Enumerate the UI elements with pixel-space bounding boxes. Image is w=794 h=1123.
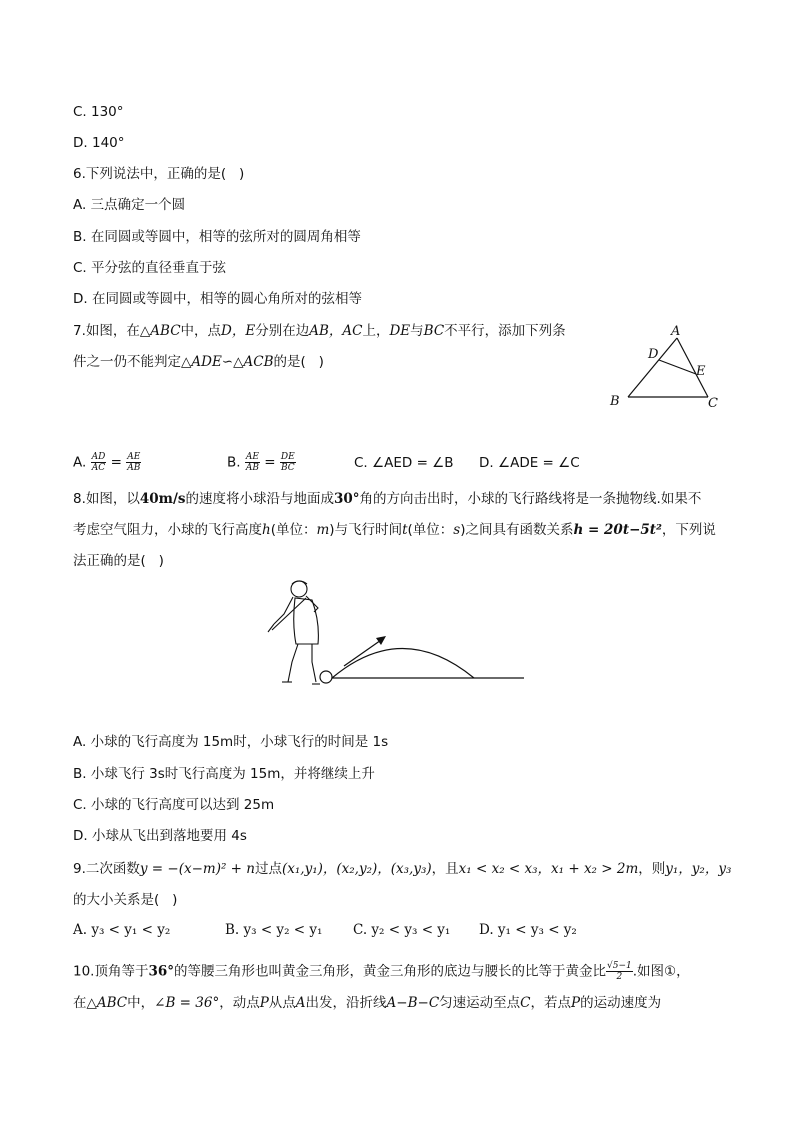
- text: 的速度将小球沿与地面成: [185, 491, 334, 507]
- golden-ratio-fraction: [606, 961, 633, 982]
- q9-stem-line1: [73, 860, 731, 878]
- q9-option-c: [353, 922, 450, 938]
- option-text: A. y₃ < y₁ < y₂: [73, 922, 171, 938]
- q8-option-d: D. 小球从飞出到落地要用 4s: [73, 828, 247, 844]
- fraction: [245, 452, 260, 473]
- math: 40m/s: [139, 491, 186, 507]
- fraction: [91, 452, 107, 473]
- q8-option-c: C. 小球的飞行高度可以达到 25m: [73, 797, 275, 813]
- option-label: A.: [73, 454, 87, 471]
- option-text: B. y₃ < y₂ < y₁: [225, 922, 323, 938]
- text: 分别在边: [255, 323, 310, 339]
- q8-stem-line1: [73, 490, 701, 508]
- numerator: AD: [91, 452, 106, 462]
- q10-stem-line2: [73, 994, 661, 1012]
- text: 中，点: [180, 323, 222, 339]
- trajectory-arc: [332, 649, 474, 679]
- text: 考虑空气阻力，小球的飞行高度: [73, 522, 262, 538]
- text: 9.二次函数: [73, 861, 140, 877]
- math: h: [262, 522, 271, 538]
- denominator: AB: [245, 463, 259, 473]
- text: (单位：: [270, 522, 317, 538]
- text: 中，: [127, 995, 155, 1011]
- ball: [320, 671, 332, 683]
- q7-option-b: [227, 452, 296, 473]
- q10-stem-line1: [73, 961, 690, 982]
- math: (x₁,y₁)，(x₂,y₂)，(x₃,y₃): [281, 861, 432, 877]
- text: .如图①，: [632, 963, 690, 980]
- math: A: [295, 995, 306, 1011]
- math: 30°: [334, 491, 360, 507]
- q6-option-c: C. 平分弦的直径垂直于弦: [73, 260, 227, 276]
- math: y₁，y₂，y₃: [665, 861, 732, 877]
- numerator: √5−1: [607, 961, 632, 971]
- text: 过点: [254, 861, 282, 877]
- text: 8.如图，以: [73, 491, 140, 507]
- arrow-head: [376, 636, 386, 645]
- denominator: 2: [616, 972, 623, 982]
- q5-option-c: C. 130°: [73, 104, 124, 120]
- math: 36°: [148, 963, 175, 980]
- math: ∠B = 36°: [154, 995, 220, 1011]
- q9-option-a: [73, 922, 170, 938]
- fraction: [280, 452, 296, 473]
- math: DE: [389, 323, 411, 339]
- q7-stem-line2: [73, 353, 324, 371]
- q9-stem-line2: 的大小关系是( ): [73, 892, 178, 908]
- label-e: E: [696, 364, 706, 379]
- segment-de: [659, 360, 696, 374]
- text: )与飞行时间: [329, 522, 403, 538]
- fraction: [126, 452, 141, 473]
- math: h = 20t−5t²: [573, 522, 662, 538]
- text: 出发，沿折线: [305, 995, 387, 1011]
- label-a: A: [671, 324, 681, 339]
- math: t: [402, 522, 408, 538]
- denominator: AC: [91, 463, 106, 473]
- denominator: AB: [127, 463, 141, 473]
- text: (单位：: [407, 522, 454, 538]
- q8-stem-line3: 法正确的是( ): [73, 553, 164, 569]
- text: 的等腰三角形也叫黄金三角形，黄金三角形的底边与腰长的比等于黄金比: [174, 963, 607, 980]
- label-d: D: [648, 347, 659, 362]
- math: P: [571, 995, 581, 1011]
- math: △ABC: [86, 995, 128, 1011]
- math: AB，AC: [309, 323, 363, 339]
- math: C: [520, 995, 531, 1011]
- text: 的是( ): [273, 354, 324, 370]
- math: △ADE∽△ACB: [181, 354, 274, 370]
- text: 件之一仍不能判定: [73, 354, 181, 370]
- equals: =: [264, 454, 276, 471]
- q9-option-b: [225, 922, 322, 938]
- q9-option-d: [479, 922, 577, 938]
- q7-option-d: D. ∠ADE = ∠C: [479, 455, 580, 471]
- text: 不平行，添加下列条: [444, 323, 566, 339]
- text: 角的方向击出时，小球的飞行路线将是一条抛物线.如果不: [359, 491, 702, 507]
- q6-option-b: B. 在同圆或等圆中，相等的弦所对的圆周角相等: [73, 229, 361, 245]
- text: 的运动速度为: [580, 995, 662, 1011]
- q5-option-d: D. 140°: [73, 135, 125, 151]
- text: )之间具有函数关系: [460, 522, 574, 538]
- math: BC: [423, 323, 445, 339]
- golfer-icon: [268, 581, 320, 684]
- text: 在: [73, 995, 87, 1011]
- math: y = −(x−m)² + n: [139, 861, 255, 877]
- golf-figure: [262, 574, 528, 700]
- q6-stem: 6.下列说法中，正确的是( ): [73, 166, 245, 182]
- math: P: [259, 995, 269, 1011]
- option-text: C. y₂ < y₃ < y₁: [353, 922, 451, 938]
- equals: =: [110, 454, 122, 471]
- text: 上，: [362, 323, 390, 339]
- text: ，若点: [530, 995, 572, 1011]
- q8-stem-line2: [73, 521, 716, 539]
- math: △ABC: [139, 323, 181, 339]
- q8-option-b: B. 小球飞行 3s时飞行高度为 15m，并将继续上升: [73, 766, 375, 782]
- option-label: B.: [227, 454, 241, 471]
- text: 10.顶角等于: [73, 963, 149, 980]
- numerator: DE: [280, 452, 295, 462]
- math: D，E: [221, 323, 256, 339]
- text: 7.如图，在: [73, 323, 140, 339]
- q6-option-a: A. 三点确定一个圆: [73, 197, 186, 213]
- text: 从点: [268, 995, 296, 1011]
- text: 与: [410, 323, 424, 339]
- text: ，动点: [219, 995, 260, 1011]
- label-b: B: [610, 394, 620, 409]
- math: x₁ < x₂ < x₃，x₁ + x₂ > 2m: [458, 861, 639, 877]
- math: m: [316, 522, 330, 538]
- text: 匀速运动至点: [439, 995, 521, 1011]
- option-text: D. y₁ < y₃ < y₂: [479, 922, 577, 938]
- label-c: C: [708, 396, 718, 411]
- q7-stem-line1: [73, 322, 566, 340]
- numerator: AE: [245, 452, 259, 462]
- numerator: AE: [127, 452, 141, 462]
- math: s: [453, 522, 461, 538]
- text: ，则: [638, 861, 666, 877]
- q7-option-a: [73, 452, 141, 473]
- q7-option-c: C. ∠AED = ∠B: [354, 455, 454, 471]
- q8-option-a: A. 小球的飞行高度为 15m时，小球飞行的时间是 1s: [73, 734, 389, 750]
- denominator: BC: [280, 463, 295, 473]
- q6-option-d: D. 在同圆或等圆中，相等的圆心角所对的弦相等: [73, 291, 362, 307]
- text: ，且: [431, 861, 459, 877]
- text: ，下列说: [661, 522, 716, 538]
- triangle-figure: [600, 320, 730, 412]
- math: A−B−C: [386, 995, 440, 1011]
